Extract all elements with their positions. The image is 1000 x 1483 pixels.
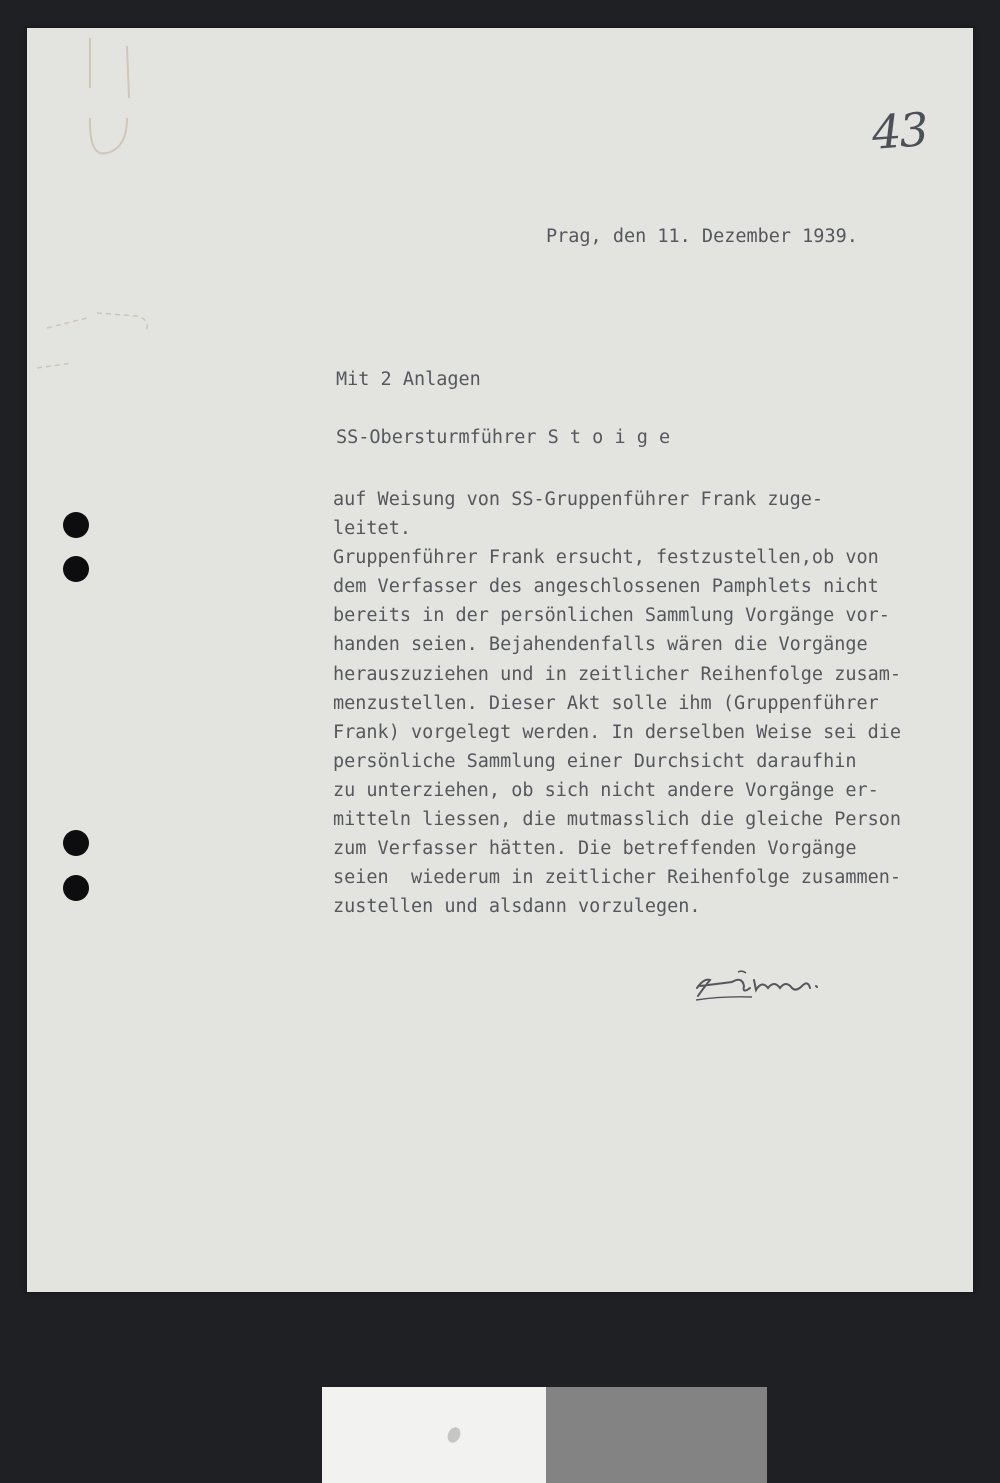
body-line: seien wiederum in zeitlicher Reihenfolge zusammen-: [333, 867, 902, 889]
page-number-handwritten: 43: [870, 102, 929, 160]
punch-hole: [63, 556, 89, 582]
letter-body: [333, 485, 953, 921]
letter-page: [27, 28, 973, 1292]
punch-hole: [63, 875, 89, 901]
punch-hole: [63, 512, 89, 538]
body-line: Gruppenführer Frank ersucht, festzustellen,ob von: [333, 547, 879, 569]
date-line: Prag, den 11. Dezember 1939.: [546, 226, 858, 247]
body-line: zum Verfasser hätten. Die betreffenden Vorgänge: [333, 838, 857, 860]
body-line: zu unterziehen, ob sich nicht andere Vorgänge er-: [333, 779, 879, 801]
body-line: handen seien. Bejahendenfalls wären die Vorgänge: [333, 634, 868, 656]
body-line: persönliche Sammlung einer Durchsicht daraufhin: [333, 750, 857, 772]
body-line: Frank) vorgelegt werden. In derselben Weise sei die: [333, 721, 902, 743]
bleed-through-marks: [27, 28, 227, 428]
calibration-card: [322, 1387, 767, 1483]
enclosures-line: Mit 2 Anlagen: [336, 369, 481, 390]
body-line: leitet.: [333, 518, 411, 540]
body-line: mitteln liessen, die mutmasslich die gleiche Person: [333, 809, 902, 831]
body-line: dem Verfasser des angeschlossenen Pamphlets nicht: [333, 576, 879, 598]
signature-scribble: [692, 966, 862, 1006]
calibration-gray-patch: [546, 1387, 767, 1483]
punch-hole: [63, 830, 89, 856]
body-line: zustellen und alsdann vorzulegen.: [333, 896, 701, 918]
body-line: auf Weisung von SS-Gruppenführer Frank zuge-: [333, 489, 824, 510]
body-line: menzustellen. Dieser Akt solle ihm (Gruppenführer: [333, 692, 879, 714]
recipient-line: SS-Obersturmführer S t o i g e: [336, 427, 671, 448]
body-line: herauszuziehen und in zeitlicher Reihenfolge zusam-: [333, 663, 902, 685]
calibration-mark: [445, 1425, 463, 1445]
calibration-white-patch: [322, 1387, 546, 1483]
body-line: bereits in der persönlichen Sammlung Vorgänge vor-: [333, 605, 890, 627]
